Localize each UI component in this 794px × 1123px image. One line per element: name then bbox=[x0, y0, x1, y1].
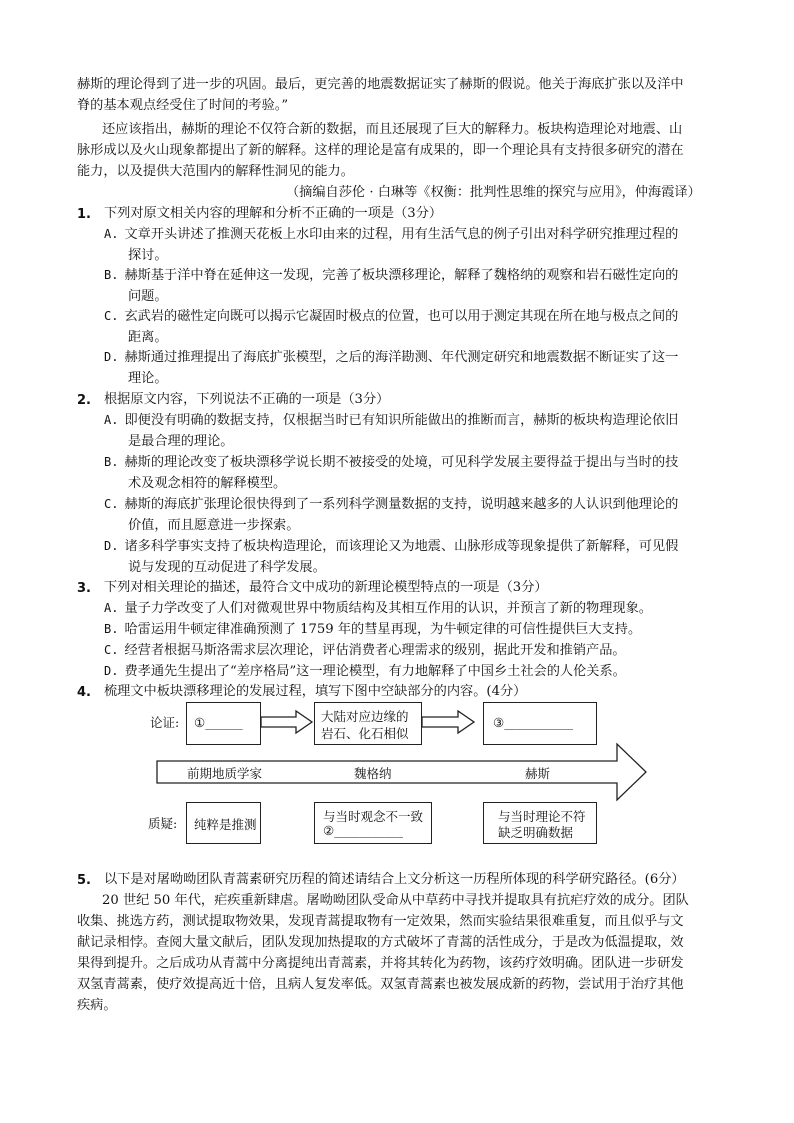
question-stem: 梳理文中板块漂移理论的发展过程，填写下图中空缺部分的内容。(4分） bbox=[104, 684, 527, 699]
option-d-cont: 说与发现的互动促进了科学发展。 bbox=[128, 560, 326, 575]
intro-line-5: 能力，以及提供大范围内的解释性洞见的能力。 bbox=[77, 164, 354, 179]
blank-1: ①______ bbox=[194, 715, 243, 730]
option-text: 哈雷运用牛顿定律准确预测了 1759 年的彗星再现，为牛顿定律的可信性提供巨大支持。 bbox=[124, 622, 642, 637]
option-text: 文章开头讲述了推测天花板上水印由来的过程，用有生活气息的例子引出对科学研究推理过程的 bbox=[124, 227, 679, 242]
option-text: 经营者根据马斯洛需求层次理论，评估消费者心理需求的级别，据此开发和推销产品。 bbox=[124, 643, 626, 658]
option-c-cont: 价值，而且愿意进一步探索。 bbox=[128, 518, 300, 533]
passage5-line-4: 果得到提升。之后成功从青蒿中分离提纯出青蒿素，并将其转化为药物，该药疗效明确。团队进一步研发 bbox=[77, 956, 684, 971]
option-letter: A. bbox=[104, 227, 119, 241]
intro-line-4: 脉形成以及火山现象都提出了新的解释。这样的理论是富有成果的，即一个理论具有支持很多研究的潜在 bbox=[77, 143, 684, 158]
evidence-line-2: 岩石、化石相似 bbox=[321, 726, 409, 741]
option-text: 赫斯的海底扩张理论很快得到了一系列科学测量数据的支持，说明越来越多的人认识到他理论的 bbox=[124, 497, 679, 512]
option-letter: A. bbox=[104, 601, 119, 615]
arrow-right-2 bbox=[422, 711, 474, 733]
option-letter: C. bbox=[104, 309, 119, 323]
doubt-text-3b: 缺乏明确数据 bbox=[498, 825, 574, 840]
option-a-cont: 探讨。 bbox=[128, 248, 168, 263]
row-label-argument: 论证: bbox=[150, 715, 180, 730]
doubt-box-2[interactable] bbox=[314, 802, 432, 844]
question-stem: 以下是对屠呦呦团队青蒿素研究历程的简述请结合上文分析这一历程所体现的科学研究路径。(6分） bbox=[104, 872, 685, 887]
blank-3: ③___________ bbox=[493, 715, 573, 730]
doubt-box-1 bbox=[186, 802, 261, 844]
question-number: 3. bbox=[77, 581, 91, 596]
passage5-line-2: 收集、挑选方药，测试提取物效果，发现青蒿提取物有一定效果，然而实验结果很难重复，而且似乎与文 bbox=[77, 914, 684, 929]
passage5-line-1: 20 世纪 50 年代，疟疾重新肆虐。屠呦呦团队受命从中草药中寻找并提取具有抗疟疗效的成分。团队 bbox=[102, 893, 689, 908]
arrow-right-1 bbox=[261, 711, 312, 733]
option-b-cont: 问题。 bbox=[128, 289, 168, 304]
intro-line-1: 赫斯的理论得到了进一步的巩固。最后，更完善的地震数据证实了赫斯的假说。他关于海底扩张以及洋中 bbox=[77, 77, 684, 92]
option-text: 赫斯通过推理提出了海底扩张模型，之后的海洋勘测、年代测定研究和地震数据不断证实了这一 bbox=[124, 350, 679, 365]
doubt-text-1: 纯粹是推测 bbox=[194, 817, 257, 832]
option-text: 即便没有明确的数据支持，仅根据当时已有知识所能做出的推断而言，赫斯的板块构造理论依旧 bbox=[124, 413, 679, 428]
question-stem: 根据原文内容，下列说法不正确的一项是（3分） bbox=[104, 392, 390, 407]
question-number: 5. bbox=[77, 873, 91, 888]
doubt-text-2: 与当时观念不一致 bbox=[323, 809, 424, 824]
timeline-label-early-geologists: 前期地质学家 bbox=[187, 766, 263, 781]
option-c-cont: 距离。 bbox=[128, 330, 168, 345]
option-letter: D. bbox=[104, 539, 119, 553]
question-number: 2. bbox=[77, 393, 91, 408]
option-letter: A. bbox=[104, 413, 119, 427]
blank-box-3[interactable] bbox=[483, 702, 597, 745]
option-letter: B. bbox=[104, 268, 119, 282]
intro-line-3: 还应该指出，赫斯的理论不仅符合新的数据，而且还展现了巨大的解释力。板块构造理论对地震、山 bbox=[102, 122, 683, 137]
option-letter: B. bbox=[104, 622, 119, 636]
intro-line-2: 脊的基本观点经受住了时间的考验。” bbox=[77, 98, 289, 113]
option-letter: D. bbox=[104, 664, 119, 678]
option-text: 赫斯基于洋中脊在延伸这一发现，完善了板块漂移理论，解释了魏格纳的观察和岩石磁性定向的 bbox=[124, 268, 679, 283]
row-label-doubt: 质疑: bbox=[148, 816, 178, 831]
option-text: 赫斯的理论改变了板块漂移学说长期不被接受的处境，可见科学发展主要得益于提出与当时的技 bbox=[124, 455, 679, 470]
question-stem: 下列对相关理论的描述，最符合文中成功的新理论模型特点的一项是（3分） bbox=[104, 580, 548, 595]
option-text: 诸多科学事实支持了板块构造理论，而该理论又为地震、山脉形成等现象提供了新解释，可见假 bbox=[124, 539, 679, 554]
evidence-box bbox=[314, 702, 422, 745]
option-b-cont: 术及观念相符的解释模型。 bbox=[128, 476, 287, 491]
timeline-label-wegener: 魏格纳 bbox=[354, 766, 392, 781]
option-text: 费孝通先生提出了“差序格局”这一理论模型，有力地解释了中国乡土社会的人伦关系。 bbox=[124, 664, 626, 679]
evidence-line-1: 大陆对应边缘的 bbox=[321, 709, 409, 724]
option-letter: C. bbox=[104, 643, 119, 657]
option-d-cont: 理论。 bbox=[128, 371, 168, 386]
blank-box-1[interactable] bbox=[186, 702, 261, 745]
source-citation: （摘编自莎伦 · 白琳等《权衡：批判性思维的探究与应用》，仲海霞译） bbox=[286, 185, 701, 200]
blank-2: ②___________ bbox=[323, 823, 403, 838]
option-text: 玄武岩的磁性定向既可以揭示它凝固时极点的位置，也可以用于测定其现在所在地与极点之间的 bbox=[124, 309, 679, 324]
option-text: 量子力学改变了人们对微观世界中物质结构及其相互作用的认识，并预言了新的物理现象。 bbox=[124, 601, 652, 616]
question-number: 4. bbox=[77, 685, 91, 700]
passage5-line-5: 双氢青蒿素，使疗效提高近十倍，且病人复发率低。双氢青蒿素也被发展成新的药物，尝试用于治疗其他 bbox=[77, 977, 684, 992]
option-letter: C. bbox=[104, 497, 119, 511]
option-a-cont: 是最合理的理论。 bbox=[128, 434, 234, 449]
passage5-line-3: 献记录相悖。查阅大量文献后，团队发现加热提取的方式破坏了青蒿的活性成分，于是改为低温提取，效 bbox=[77, 935, 684, 950]
question-stem: 下列对原文相关内容的理解和分析不正确的一项是（3分） bbox=[104, 206, 443, 221]
question-number: 1. bbox=[77, 207, 91, 222]
timeline-label-hess: 赫斯 bbox=[525, 766, 551, 781]
option-letter: B. bbox=[104, 455, 119, 469]
doubt-text-3a: 与当时理论不符 bbox=[498, 809, 586, 824]
option-letter: D. bbox=[104, 350, 119, 364]
doubt-box-3 bbox=[483, 802, 597, 844]
passage5-line-6: 疾病。 bbox=[77, 998, 117, 1013]
